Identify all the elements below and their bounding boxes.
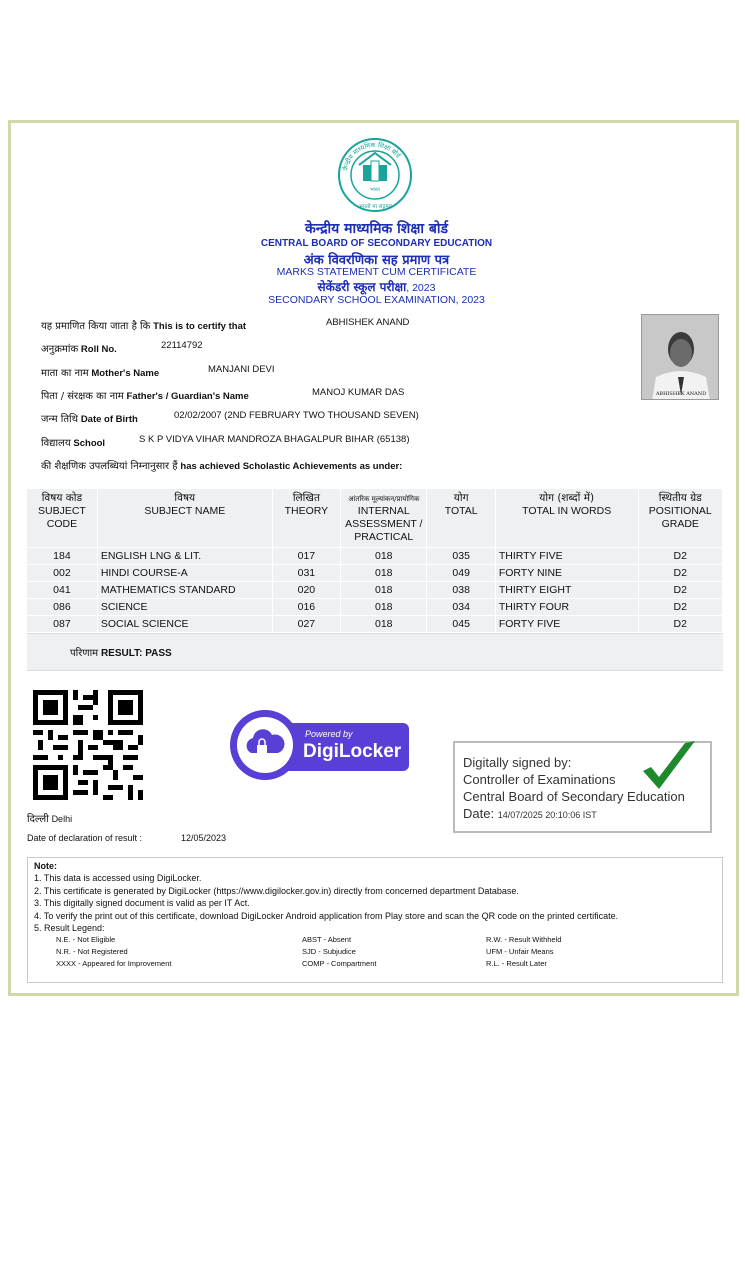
cell-internal: 018 bbox=[341, 582, 427, 599]
notes-title: Note: bbox=[34, 861, 57, 871]
cell-internal: 018 bbox=[341, 599, 427, 616]
exam-title-english: SECONDARY SCHOOL EXAMINATION, 2023 bbox=[268, 294, 485, 306]
mother-name: MANJANI DEVI bbox=[208, 364, 275, 375]
cell-subject: ENGLISH LNG & LIT. bbox=[97, 548, 272, 565]
place-hindi: दिल्ली bbox=[27, 814, 49, 825]
legend-item: R.W. - Result Withheld bbox=[486, 935, 562, 944]
school-hindi: विद्यालय bbox=[41, 438, 71, 449]
cell-grade: D2 bbox=[638, 565, 722, 582]
board-title-hindi: केन्द्रीय माध्यमिक शिक्षा बोर्ड bbox=[305, 221, 448, 237]
student-name: ABHISHEK ANAND bbox=[326, 317, 410, 328]
place-label bbox=[27, 811, 72, 825]
legend-item: ABST - Absent bbox=[302, 935, 352, 944]
achievement-label bbox=[41, 458, 402, 472]
legend-item: N.E. - Not Eligible bbox=[56, 935, 116, 944]
sign-date-label: Date: bbox=[463, 806, 495, 821]
mother-english: Mother's Name bbox=[91, 368, 160, 379]
header-subject-name bbox=[97, 489, 272, 548]
note-item: 5. Result Legend: bbox=[34, 923, 105, 934]
cell-words: THIRTY FIVE bbox=[495, 548, 638, 565]
legend-item: XXXX - Appeared for Improvement bbox=[56, 959, 172, 968]
legend-item: SJD - Subjudice bbox=[302, 947, 356, 956]
cell-code: 086 bbox=[27, 599, 97, 616]
notes-box bbox=[27, 857, 723, 983]
certificate-frame bbox=[8, 120, 739, 996]
table-row bbox=[27, 548, 723, 565]
note-item: 1. This data is accessed using DigiLocker. bbox=[34, 873, 202, 884]
roll-english: Roll No. bbox=[80, 344, 117, 355]
header-hi: विषय bbox=[174, 492, 196, 504]
digilocker-powered: Powered by bbox=[305, 729, 353, 739]
cell-code: 002 bbox=[27, 565, 97, 582]
header-grade bbox=[638, 489, 722, 548]
cell-grade: D2 bbox=[638, 548, 722, 565]
header-hi: योग (शब्दों में) bbox=[539, 492, 595, 504]
cell-theory: 031 bbox=[272, 565, 340, 582]
legend-item: COMP - Compartment bbox=[302, 959, 377, 968]
legend-col-1 bbox=[56, 934, 171, 970]
cell-total: 038 bbox=[427, 582, 495, 599]
legend-col-2 bbox=[302, 934, 376, 970]
result-text bbox=[70, 645, 172, 659]
achieve-hindi: की शैक्षणिक उपलब्धियां निम्नानुसार हैं bbox=[41, 461, 178, 472]
header-en: POSITIONAL GRADE bbox=[648, 505, 712, 530]
certificate-title-hindi: अंक विवरणिका सह प्रमाण पत्र bbox=[303, 253, 450, 268]
digilocker-brand: DigiLocker bbox=[303, 741, 402, 762]
result-english: RESULT: PASS bbox=[100, 648, 172, 659]
header-hi: लिखित bbox=[292, 492, 320, 504]
cell-theory: 016 bbox=[272, 599, 340, 616]
exam-year-text: , 2023 bbox=[406, 282, 436, 294]
exam-title-hindi bbox=[11, 278, 742, 295]
logo-top-text: केन्द्रीय माध्यमिक शिक्षा बोर्ड bbox=[341, 140, 403, 172]
marks-table bbox=[27, 489, 723, 632]
header-en: TOTAL bbox=[444, 505, 478, 517]
header-en: TOTAL IN WORDS bbox=[522, 505, 612, 517]
qr-code[interactable] bbox=[33, 689, 143, 801]
certificate-title-english: MARKS STATEMENT CUM CERTIFICATE bbox=[276, 266, 477, 278]
table-row bbox=[27, 582, 723, 599]
note-item: 3. This digitally signed document is valid as per IT Act. bbox=[34, 898, 250, 909]
table-row bbox=[27, 616, 723, 633]
mother-hindi: माता का नाम bbox=[41, 368, 89, 379]
cell-total: 049 bbox=[427, 565, 495, 582]
header-en: THEORY bbox=[284, 505, 329, 517]
header-en: SUBJECT NAME bbox=[144, 505, 226, 517]
father-label bbox=[41, 388, 249, 402]
roll-hindi: अनुक्रमांक bbox=[41, 344, 79, 355]
place-english: Delhi bbox=[51, 814, 73, 824]
header-en: INTERNAL ASSESSMENT / PRACTICAL bbox=[345, 505, 423, 543]
cell-theory: 020 bbox=[272, 582, 340, 599]
legend-item: R.L. - Result Later bbox=[486, 959, 547, 968]
check-mark-icon bbox=[639, 737, 699, 797]
logo-mid-text: भारत bbox=[370, 187, 380, 193]
exam-hindi-text: सेकेंडरी स्कूल परीक्षा bbox=[317, 280, 407, 294]
cbse-logo bbox=[337, 135, 413, 215]
school-name: S K P VIDYA VIHAR MANDROZA BHAGALPUR BIHAR (65138) bbox=[139, 434, 410, 445]
note-item: 4. To verify the print out of this certificate, download DigiLocker Android application from Play store and scan the QR code on the printed certificate. bbox=[34, 910, 619, 921]
cell-words: THIRTY EIGHT bbox=[495, 582, 638, 599]
dob-english: Date of Birth bbox=[80, 414, 138, 425]
digital-signature-box bbox=[453, 741, 712, 833]
cell-internal: 018 bbox=[341, 565, 427, 582]
cell-grade: D2 bbox=[638, 582, 722, 599]
sign-date-row bbox=[463, 806, 597, 821]
header-theory bbox=[272, 489, 340, 548]
cell-subject: HINDI COURSE-A bbox=[97, 565, 272, 582]
header-internal bbox=[341, 489, 427, 548]
school-english: School bbox=[73, 438, 106, 449]
cell-theory: 027 bbox=[272, 616, 340, 633]
table-row bbox=[27, 565, 723, 582]
sign-line1: Digitally signed by: bbox=[463, 755, 572, 770]
cell-theory: 017 bbox=[272, 548, 340, 565]
father-hindi: पिता / संरक्षक का नाम bbox=[41, 391, 124, 402]
cell-grade: D2 bbox=[638, 599, 722, 616]
roll-number: 22114792 bbox=[161, 340, 203, 351]
dob-label bbox=[41, 411, 138, 425]
legend-item: UFM - Unfair Means bbox=[486, 947, 554, 956]
header-hi: विषय कोड bbox=[41, 492, 83, 504]
digilocker-cloud-lock-icon bbox=[229, 709, 301, 781]
logo-bottom-text: असतो मा सद्गमय bbox=[358, 204, 392, 210]
certify-hindi: यह प्रमाणित किया जाता है कि bbox=[41, 321, 151, 332]
father-name: MANOJ KUMAR DAS bbox=[312, 387, 405, 398]
cell-subject: MATHEMATICS STANDARD bbox=[97, 582, 272, 599]
photo-caption: ABHISHEK ANAND bbox=[655, 391, 707, 397]
sign-line2: Controller of Examinations bbox=[463, 772, 616, 787]
roll-label bbox=[41, 341, 117, 355]
header-hi: स्थितीय ग्रेड bbox=[658, 492, 702, 504]
cell-internal: 018 bbox=[341, 548, 427, 565]
legend-col-3 bbox=[486, 934, 561, 970]
cell-total: 034 bbox=[427, 599, 495, 616]
achieve-english: has achieved Scholastic Achievements as under: bbox=[180, 461, 403, 472]
table-row bbox=[27, 599, 723, 616]
board-title-english: CENTRAL BOARD OF SECONDARY EDUCATION bbox=[260, 238, 493, 249]
cell-grade: D2 bbox=[638, 616, 722, 633]
certify-english: This is to certify that bbox=[153, 321, 247, 332]
certify-label bbox=[41, 318, 246, 332]
header-total-words bbox=[495, 489, 638, 548]
sign-date: 14/07/2025 20:10:06 IST bbox=[497, 810, 597, 820]
header-subject-code bbox=[27, 489, 97, 548]
school-label bbox=[41, 435, 105, 449]
result-bar bbox=[27, 633, 723, 671]
cell-total: 035 bbox=[427, 548, 495, 565]
header-hi: योग bbox=[453, 492, 469, 504]
result-hindi: परिणाम bbox=[70, 648, 99, 659]
dob-hindi: जन्म तिथि bbox=[41, 414, 79, 425]
photo-person-icon bbox=[642, 315, 719, 400]
cell-subject: SOCIAL SCIENCE bbox=[97, 616, 272, 633]
cell-internal: 018 bbox=[341, 616, 427, 633]
cell-code: 087 bbox=[27, 616, 97, 633]
cell-words: FORTY FIVE bbox=[495, 616, 638, 633]
student-photo bbox=[641, 314, 719, 400]
header-total bbox=[427, 489, 495, 548]
marks-header-row bbox=[27, 489, 723, 548]
cell-code: 041 bbox=[27, 582, 97, 599]
sign-line3: Central Board of Secondary Education bbox=[463, 789, 685, 804]
cell-code: 184 bbox=[27, 548, 97, 565]
header-hi: आंतरिक मूल्यांकन/प्रायोगिक bbox=[348, 495, 420, 503]
father-english: Father's / Guardian's Name bbox=[126, 391, 249, 402]
cell-subject: SCIENCE bbox=[97, 599, 272, 616]
digilocker-badge[interactable] bbox=[229, 709, 411, 779]
cell-words: FORTY NINE bbox=[495, 565, 638, 582]
mother-label bbox=[41, 365, 159, 379]
date-of-birth: 02/02/2007 (2ND FEBRUARY TWO THOUSAND SEVEN) bbox=[174, 410, 419, 421]
cell-total: 045 bbox=[427, 616, 495, 633]
header-en: SUBJECT CODE bbox=[38, 505, 86, 530]
note-item: 2. This certificate is generated by DigiLocker (https://www.digilocker.gov.in) directly from concerned department Database. bbox=[34, 885, 519, 896]
cell-words: THIRTY FOUR bbox=[495, 599, 638, 616]
legend-item: N.R. - Not Registered bbox=[56, 947, 128, 956]
declaration-label: Date of declaration of result : bbox=[27, 833, 143, 843]
declaration-date: 12/05/2023 bbox=[181, 833, 227, 843]
